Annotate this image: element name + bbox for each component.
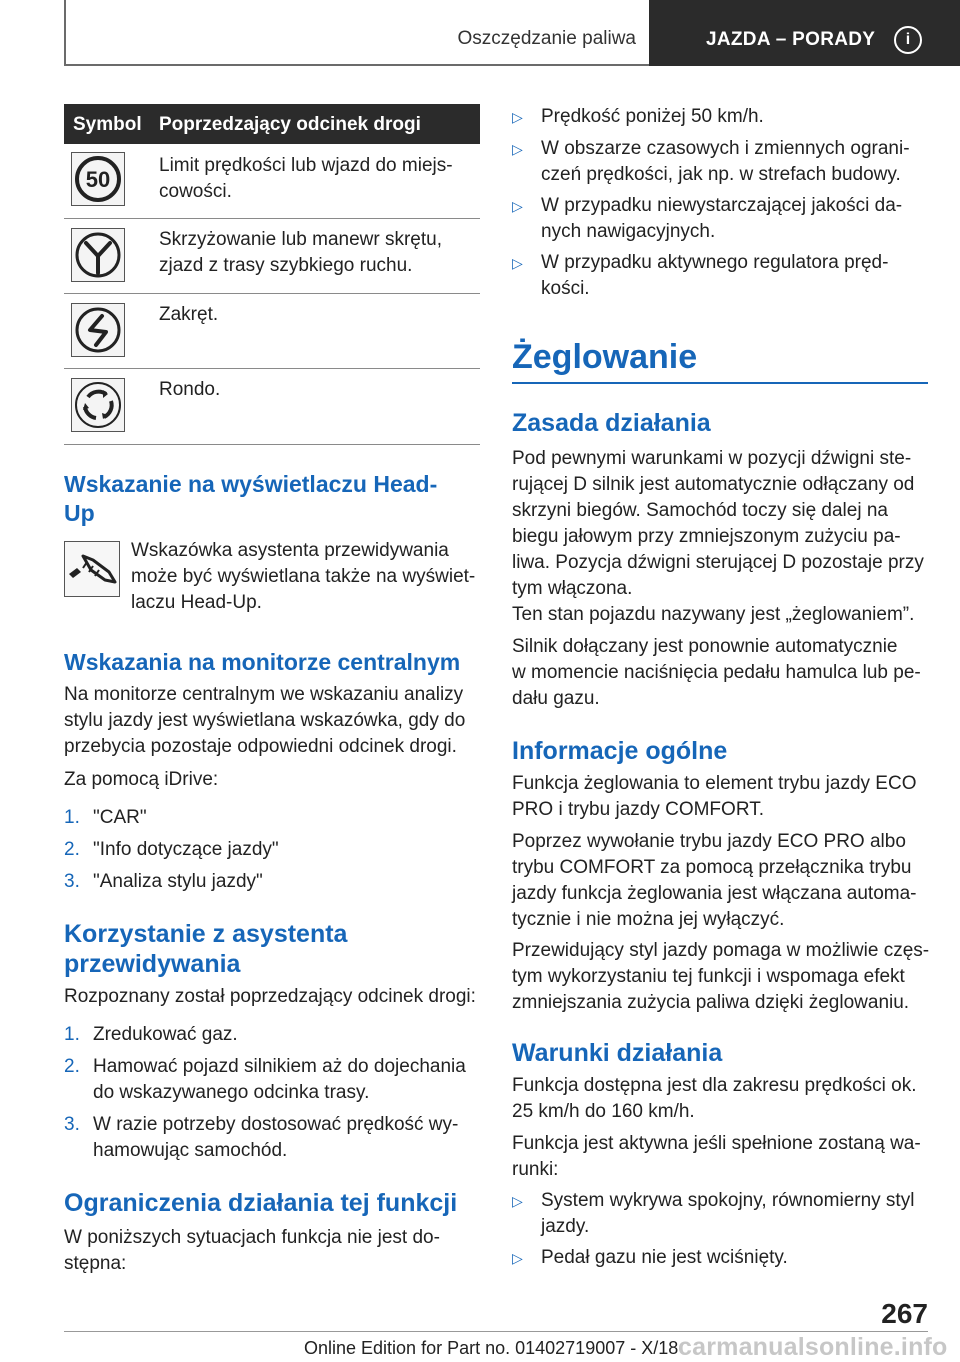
svg-text:50: 50 (85, 167, 111, 192)
general-heading: Informacje ogólne (512, 737, 728, 765)
table-row (64, 294, 480, 369)
hud-text: Wskazówka asystenta przewidywania może być wyświetlana także na wyświet- laczu Head-Up. (131, 540, 476, 613)
step-number: 1. (64, 1024, 80, 1045)
conditions-text: Funkcja dostępna jest dla zakresu prędkości ok. 25 km/h do 160 km/h. (512, 1075, 917, 1122)
menu-step-style-analysis[interactable]: "Analiza stylu jazdy" (93, 871, 263, 892)
col-segment: Poprzedzający odcinek drogi (159, 114, 421, 135)
info-icon[interactable]: i (894, 26, 922, 54)
footer-rule (64, 1331, 928, 1332)
central-heading: Wskazania na monitorze centralnym (64, 649, 461, 675)
limit-bullet: W przypadku niewystarczającej jakości da- nych nawigacyjnych. (541, 195, 903, 242)
usage-heading: Korzystanie z asystenta przewidywania (64, 920, 348, 978)
principle-text: Pod pewnymi warunkami w pozycji dźwigni ste- rującej D silnik jest automatycznie odłączany od skrzyni biegów. Samochód toczy się dalej na biegu jałowym przy zmniejszonym zużyciu pa- liwa. Pozycja dźwigni sterującej D pozostaje przy tym włączona. (512, 448, 924, 599)
bullet-icon: ▷ (512, 1193, 523, 1209)
watermark: carmanualsonline.info (678, 1333, 948, 1361)
menu-step-car[interactable]: "CAR" (93, 807, 147, 828)
foot-off-pedal-icon (64, 541, 120, 597)
condition-bullet: Pedał gazu nie jest wciśnięty. (541, 1247, 788, 1268)
menu-step-drive-info[interactable]: "Info dotyczące jazdy" (93, 839, 279, 860)
usage-intro: Rozpoznany został poprzedzający odcinek drogi: (64, 986, 476, 1007)
junction-turn-icon (71, 228, 125, 282)
limit-bullet: W obszarze czasowych i zmiennych ograni- czeń prędkości, jak np. w strefach budowy. (541, 138, 910, 185)
bullet-icon: ▷ (512, 1250, 523, 1266)
limit-bullet: Prędkość poniżej 50 km/h. (541, 106, 764, 127)
table-row (64, 369, 480, 445)
general-text: Przewidujący styl jazdy pomaga w możliwie częs- tym wykorzystaniu tej funkcji i wspomaga efekt zmniejszania zużycia paliwa dzięki żeglowaniu. (512, 940, 930, 1013)
usage-step: Hamować pojazd silnikiem aż do dojechania do wskazywanego odcinka trasy. (93, 1056, 466, 1103)
usage-step: Zredukować gaz. (93, 1024, 238, 1045)
step-number: 3. (64, 1114, 80, 1135)
principle-text: Silnik dołączany jest ponownie automatycznie w momencie naciśnięcia pedału hamulca lub pe- dału gazu. (512, 636, 921, 709)
page-number: 267 (881, 1298, 928, 1329)
hud-heading: Wskazanie na wyświetlaczu Head- Up (64, 471, 438, 526)
principle-text: Ten stan pojazdu nazywany jest „żeglowaniem”. (512, 604, 915, 625)
section-title: Oszczędzanie paliwa (457, 28, 636, 49)
conditions-text: Funkcja jest aktywna jeśli spełnione zostaną wa- runki: (512, 1133, 921, 1180)
table-header (64, 104, 480, 144)
central-text: Na monitorze centralnym we wskazaniu analizy stylu jazdy jest wyświetlana wskazówka, gdy do przebycia pozostaje odpowiedni odcinek drogi. (64, 684, 466, 757)
col-symbol: Symbol (73, 114, 142, 135)
step-number: 1. (64, 807, 80, 828)
bullet-icon: ▷ (512, 141, 523, 157)
limits-text: W poniższych sytuacjach funkcja nie jest do- stępna: (64, 1227, 440, 1274)
row-text: Zakręt. (159, 304, 219, 325)
edition-text: Online Edition for Part no. 01402719007 - X/18 (304, 1338, 679, 1358)
step-number: 3. (64, 871, 80, 892)
chapter-tab[interactable] (649, 0, 960, 66)
roundabout-icon (71, 378, 125, 432)
row-text: Skrzyżowanie lub manewr skrętu, zjazd z trasy szybkiego ruchu. (159, 229, 442, 276)
limits-heading: Ograniczenia działania tej funkcji (64, 1189, 458, 1217)
principle-heading: Zasada działania (512, 409, 711, 437)
condition-bullet: System wykrywa spokojny, równomierny styl jazdy. (541, 1190, 915, 1237)
general-text: Poprzez wywołanie trybu jazdy ECO PRO albo trybu COMFORT za pomocą przełącznika trybu jazdy funkcja żeglowania jest włączana automa- tycznie i nie można jej wyłączyć. (512, 831, 917, 930)
chapter-title: JAZDA – PORADY (706, 29, 876, 50)
idrive-label: Za pomocą iDrive: (64, 769, 219, 790)
sailing-title: Żeglowanie (512, 338, 698, 376)
limit-bullet: W przypadku aktywnego regulatora pręd- kości. (541, 252, 889, 299)
usage-step: W razie potrzeby dostosować prędkość wy- hamowując samochód. (93, 1114, 459, 1161)
row-text: Limit prędkości lub wjazd do miejs- cowości. (159, 155, 453, 202)
step-number: 2. (64, 839, 80, 860)
bullet-icon: ▷ (512, 198, 523, 214)
conditions-heading: Warunki działania (512, 1039, 723, 1067)
header-divider (64, 0, 66, 66)
table-row (64, 219, 480, 294)
header-rule (64, 64, 650, 66)
general-text: Funkcja żeglowania to element trybu jazdy ECO PRO i trybu jazdy COMFORT. (512, 773, 917, 820)
step-number: 2. (64, 1056, 80, 1077)
bullet-icon: ▷ (512, 255, 523, 271)
title-rule (512, 382, 928, 384)
bullet-icon: ▷ (512, 109, 523, 125)
speed-limit-50-icon (71, 152, 125, 206)
table-row (64, 144, 480, 219)
row-text: Rondo. (159, 379, 221, 400)
curve-icon (71, 303, 125, 357)
